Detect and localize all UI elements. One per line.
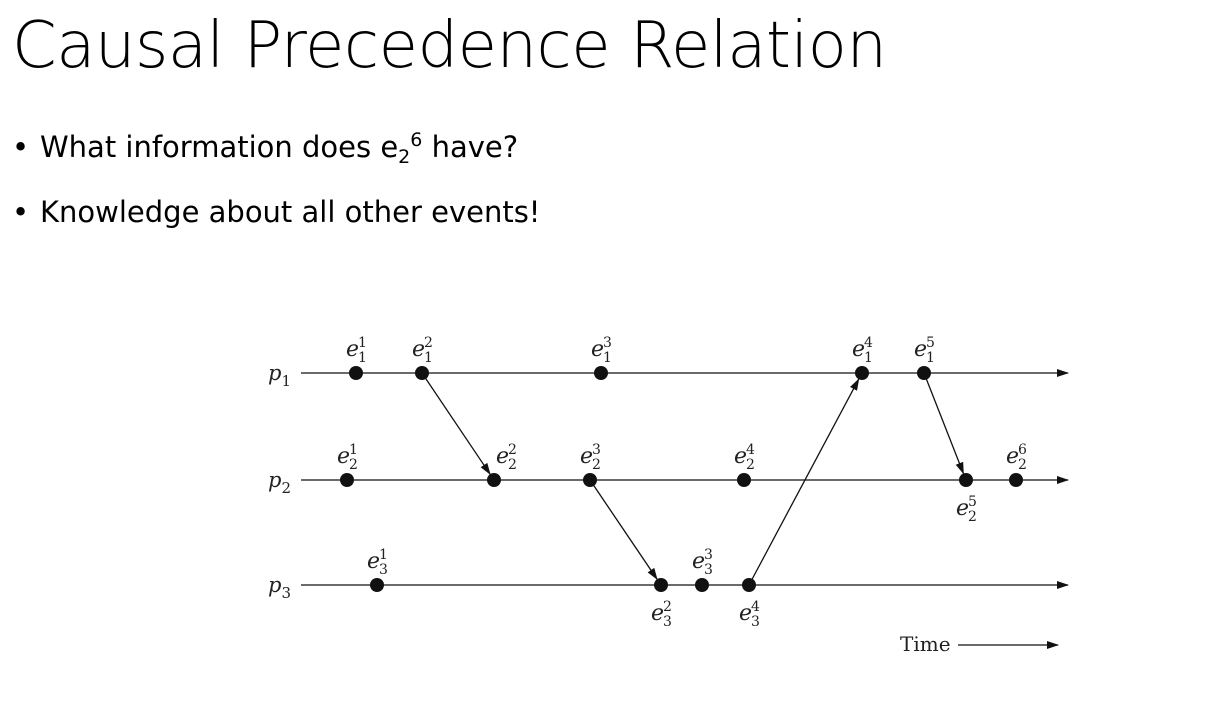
svg-text:1: 1 xyxy=(358,335,367,351)
svg-text:5: 5 xyxy=(926,335,935,351)
svg-text:2: 2 xyxy=(592,457,601,473)
event-label-e2_4 xyxy=(734,442,755,473)
bullet-dot: • xyxy=(12,130,30,164)
event-label-e2_2 xyxy=(496,442,517,473)
event-dot-e3_2 xyxy=(654,578,668,592)
svg-text:2: 2 xyxy=(663,599,672,615)
event-label-e1_4 xyxy=(852,335,873,366)
svg-text:1: 1 xyxy=(926,350,935,366)
event-dots xyxy=(340,366,1023,592)
bullet-question-suffix: have? xyxy=(422,130,519,164)
event-label-e1_3 xyxy=(591,335,612,366)
event-label-e1_1 xyxy=(346,335,367,366)
event-label-e3_3 xyxy=(692,547,713,578)
message-arrow-e3_4-to-e1_4 xyxy=(749,379,859,585)
bullet-answer-text: Knowledge about all other events! xyxy=(40,195,541,229)
svg-text:3: 3 xyxy=(379,562,388,578)
svg-text:e: e xyxy=(1006,444,1020,469)
message-arrow-e1_2-to-e2_2 xyxy=(422,373,490,474)
svg-text:2: 2 xyxy=(968,509,977,525)
svg-text:1: 1 xyxy=(349,442,358,458)
event-dot-e3_4 xyxy=(742,578,756,592)
svg-text:2: 2 xyxy=(746,457,755,473)
svg-text:e: e xyxy=(739,601,753,626)
svg-text:1: 1 xyxy=(379,547,388,563)
svg-text:2: 2 xyxy=(349,457,358,473)
svg-text:6: 6 xyxy=(1018,442,1027,458)
slide-title: Causal Precedence Relation xyxy=(12,9,887,83)
event-dot-e2_6 xyxy=(1009,473,1023,487)
process-lines xyxy=(301,373,1068,585)
event-dot-e1_2 xyxy=(415,366,429,380)
svg-text:e: e xyxy=(591,337,605,362)
bullet-dot: • xyxy=(12,195,30,229)
event-label-e3_1 xyxy=(367,547,388,578)
svg-text:1: 1 xyxy=(603,350,612,366)
event-label-e2_6 xyxy=(1006,442,1027,473)
bullet-question-sup: 6 xyxy=(410,129,423,151)
event-dot-e1_3 xyxy=(594,366,608,380)
svg-text:e: e xyxy=(337,444,351,469)
event-dot-e3_3 xyxy=(695,578,709,592)
svg-text:e: e xyxy=(580,444,594,469)
event-label-e3_2 xyxy=(651,599,672,630)
svg-text:3: 3 xyxy=(592,442,601,458)
svg-text:4: 4 xyxy=(751,599,760,615)
svg-text:2: 2 xyxy=(508,457,517,473)
svg-text:e: e xyxy=(852,337,866,362)
event-label-e2_1 xyxy=(337,442,358,473)
event-dot-e2_2 xyxy=(487,473,501,487)
svg-text:e: e xyxy=(367,549,381,574)
svg-text:e: e xyxy=(914,337,928,362)
bullet-question-sub: 2 xyxy=(398,146,411,168)
svg-text:2: 2 xyxy=(424,335,433,351)
svg-text:2: 2 xyxy=(508,442,517,458)
svg-text:e: e xyxy=(651,601,665,626)
bullet-question-prefix: What information does e xyxy=(40,130,399,164)
event-dot-e2_4 xyxy=(737,473,751,487)
event-dot-e1_5 xyxy=(917,366,931,380)
message-arrow-e1_5-to-e2_5 xyxy=(924,373,963,473)
event-dot-e2_3 xyxy=(583,473,597,487)
svg-text:3: 3 xyxy=(603,335,612,351)
process-label-p1: $p_1$ xyxy=(268,361,291,390)
svg-text:3: 3 xyxy=(704,562,713,578)
process-label-p2: $p_2$ xyxy=(268,468,291,497)
svg-text:e: e xyxy=(412,337,426,362)
time-axis xyxy=(900,632,1058,656)
process-labels xyxy=(268,361,291,602)
svg-text:1: 1 xyxy=(424,350,433,366)
event-dot-e1_1 xyxy=(349,366,363,380)
time-label: Time xyxy=(900,632,951,656)
svg-text:5: 5 xyxy=(968,494,977,510)
event-dot-e2_5 xyxy=(959,473,973,487)
event-label-e2_5 xyxy=(956,494,977,525)
svg-text:e: e xyxy=(346,337,360,362)
event-label-e3_4 xyxy=(739,599,760,630)
event-label-e1_2 xyxy=(412,335,433,366)
event-dot-e1_4 xyxy=(855,366,869,380)
svg-text:4: 4 xyxy=(746,442,755,458)
message-arrow-e2_3-to-e3_2 xyxy=(590,480,657,579)
svg-text:e: e xyxy=(734,444,748,469)
event-label-e2_3 xyxy=(580,442,601,473)
event-dot-e3_1 xyxy=(370,578,384,592)
svg-text:3: 3 xyxy=(751,614,760,630)
svg-text:3: 3 xyxy=(663,614,672,630)
svg-text:4: 4 xyxy=(864,335,873,351)
process-label-p3: $p_3$ xyxy=(268,573,291,602)
svg-text:e: e xyxy=(692,549,706,574)
svg-text:e: e xyxy=(496,444,510,469)
svg-text:3: 3 xyxy=(704,547,713,563)
event-dot-e2_1 xyxy=(340,473,354,487)
event-label-e1_5 xyxy=(914,335,935,366)
svg-text:e: e xyxy=(956,496,970,521)
svg-text:2: 2 xyxy=(1018,457,1027,473)
svg-text:1: 1 xyxy=(358,350,367,366)
svg-text:1: 1 xyxy=(864,350,873,366)
